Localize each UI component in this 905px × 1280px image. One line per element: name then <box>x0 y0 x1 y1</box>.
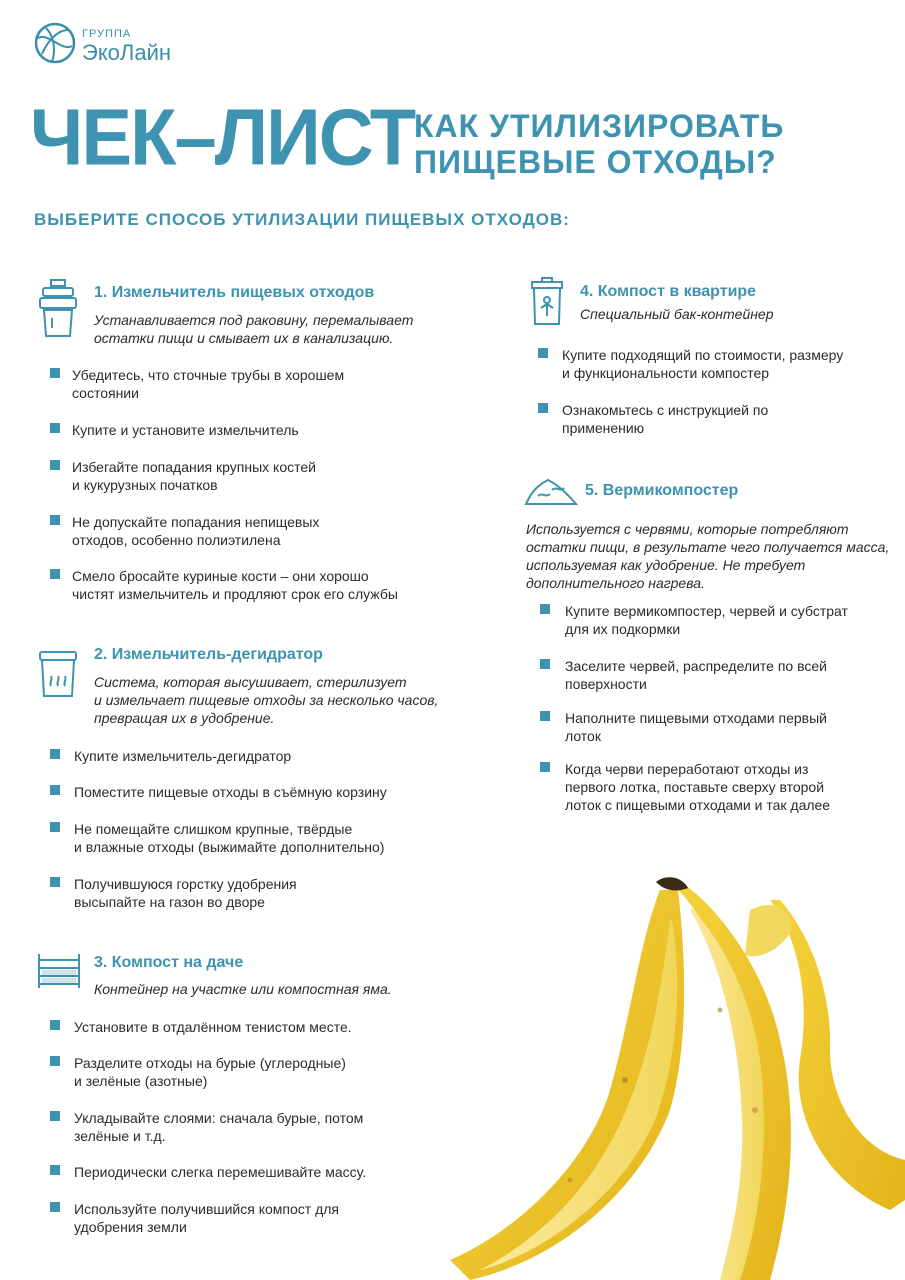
bullet-icon <box>50 569 60 579</box>
list-item: Ознакомьтесь с инструкцией по применению <box>562 402 769 436</box>
list-item: Укладывайте слоями: сначала бурые, потом зелёные и т.д. <box>74 1110 364 1144</box>
list-item: Купите и установите измельчитель <box>72 422 299 438</box>
list-item: Наполните пищевыми отходами первый лоток <box>565 710 827 744</box>
bullet-icon <box>50 515 60 525</box>
logo-small-text: ГРУППА <box>82 28 132 40</box>
bullet-icon <box>538 348 548 358</box>
bullet-icon <box>50 460 60 470</box>
bullet-icon <box>50 1165 60 1175</box>
page-title: ЧЕК–ЛИСТ <box>30 92 415 183</box>
food-disposer-icon <box>38 278 78 340</box>
section-1-description: Устанавливается под раковину, перемалывает остатки пищи и смывает их в канализацию. <box>94 312 414 346</box>
list-item: Смело бросайте куриные кости – они хорошо чистят измельчитель и продляют срок его службы <box>72 568 398 602</box>
bullet-icon <box>50 749 60 759</box>
list-item: Избегайте попадания крупных костей и кукурузных початков <box>72 459 316 493</box>
bullet-icon <box>50 785 60 795</box>
list-item: Купите вермикомпостер, червей и субстрат для их подкормки <box>565 603 848 637</box>
page-subtitle: ВЫБЕРИТЕ СПОСОБ УТИЛИЗАЦИИ ПИЩЕВЫХ ОТХОДОВ: <box>34 210 570 229</box>
worm-pile-icon <box>524 476 578 506</box>
bullet-icon <box>50 1111 60 1121</box>
list-item: Когда черви переработают отходы из первого лотка, поставьте сверху второй лоток с пищевыми отходами и так далее <box>565 761 831 813</box>
bullet-icon <box>50 423 60 433</box>
list-item: Не допускайте попадания непищевых отходов, особенно полиэтилена <box>72 514 320 548</box>
bullet-icon <box>50 877 60 887</box>
bullet-icon <box>540 604 550 614</box>
list-item: Убедитесь, что сточные трубы в хорошем состоянии <box>72 367 345 401</box>
bullet-icon <box>50 822 60 832</box>
logo-brand-text: ЭкоЛайн <box>82 40 172 65</box>
bullet-icon <box>50 1202 60 1212</box>
question-line-2: ПИЩЕВЫЕ ОТХОДЫ? <box>414 144 777 180</box>
section-5-description: Используется с червями, которые потребляют остатки пищи, в результате чего получается масса, используемая как удобрение. Не требует дополнительного нагрева. <box>526 521 890 591</box>
bullet-icon <box>540 711 550 721</box>
section-4-description: Специальный бак-контейнер <box>580 306 774 322</box>
list-item: Получившуюся горстку удобрения высыпайте на газон во дворе <box>74 876 297 910</box>
list-item: Заселите червей, распределите по всей поверхности <box>565 658 827 692</box>
banana-peel-illustration <box>420 860 905 1280</box>
list-item: Купите подходящий по стоимости, размеру и функциональности компостер <box>562 347 844 381</box>
section-2-description: Система, которая высушивает, стерилизует и измельчает пищевые отходы за несколько часов, превращая их в удобрение. <box>94 674 439 726</box>
list-item: Поместите пищевые отходы в съёмную корзину <box>74 784 387 800</box>
dehydrator-bin-icon <box>38 650 78 698</box>
list-item: Используйте получившийся компост для удобрения земли <box>74 1201 340 1235</box>
list-item: Периодически слегка перемешивайте массу. <box>74 1164 367 1180</box>
list-item: Купите измельчитель-дегидратор <box>74 748 292 764</box>
section-2-title: 2. Измельчитель-дегидратор <box>94 646 323 663</box>
logo <box>34 22 234 70</box>
bullet-icon <box>538 403 548 413</box>
bullet-icon <box>50 368 60 378</box>
compost-bin-icon <box>530 276 564 326</box>
list-item: Установите в отдалённом тенистом месте. <box>74 1019 352 1035</box>
bullet-icon <box>50 1056 60 1066</box>
section-3-title: 3. Компост на даче <box>94 954 244 971</box>
section-3-description: Контейнер на участке или компостная яма. <box>94 981 392 997</box>
section-1-title: 1. Измельчитель пищевых отходов <box>94 284 375 301</box>
question-line-1: КАК УТИЛИЗИРОВАТЬ <box>414 108 785 144</box>
globe-logo-icon <box>34 22 76 64</box>
list-item: Разделите отходы на бурые (углеродные) и зелёные (азотные) <box>74 1055 346 1089</box>
section-4-title: 4. Компост в квартире <box>580 283 757 300</box>
section-5-title: 5. Вермикомпостер <box>585 482 739 499</box>
bullet-icon <box>50 1020 60 1030</box>
compost-box-icon <box>36 952 82 990</box>
bullet-icon <box>540 659 550 669</box>
page-question <box>414 108 784 180</box>
bullet-icon <box>540 762 550 772</box>
list-item: Не помещайте слишком крупные, твёрдые и влажные отходы (выжимайте дополнительно) <box>74 821 385 855</box>
